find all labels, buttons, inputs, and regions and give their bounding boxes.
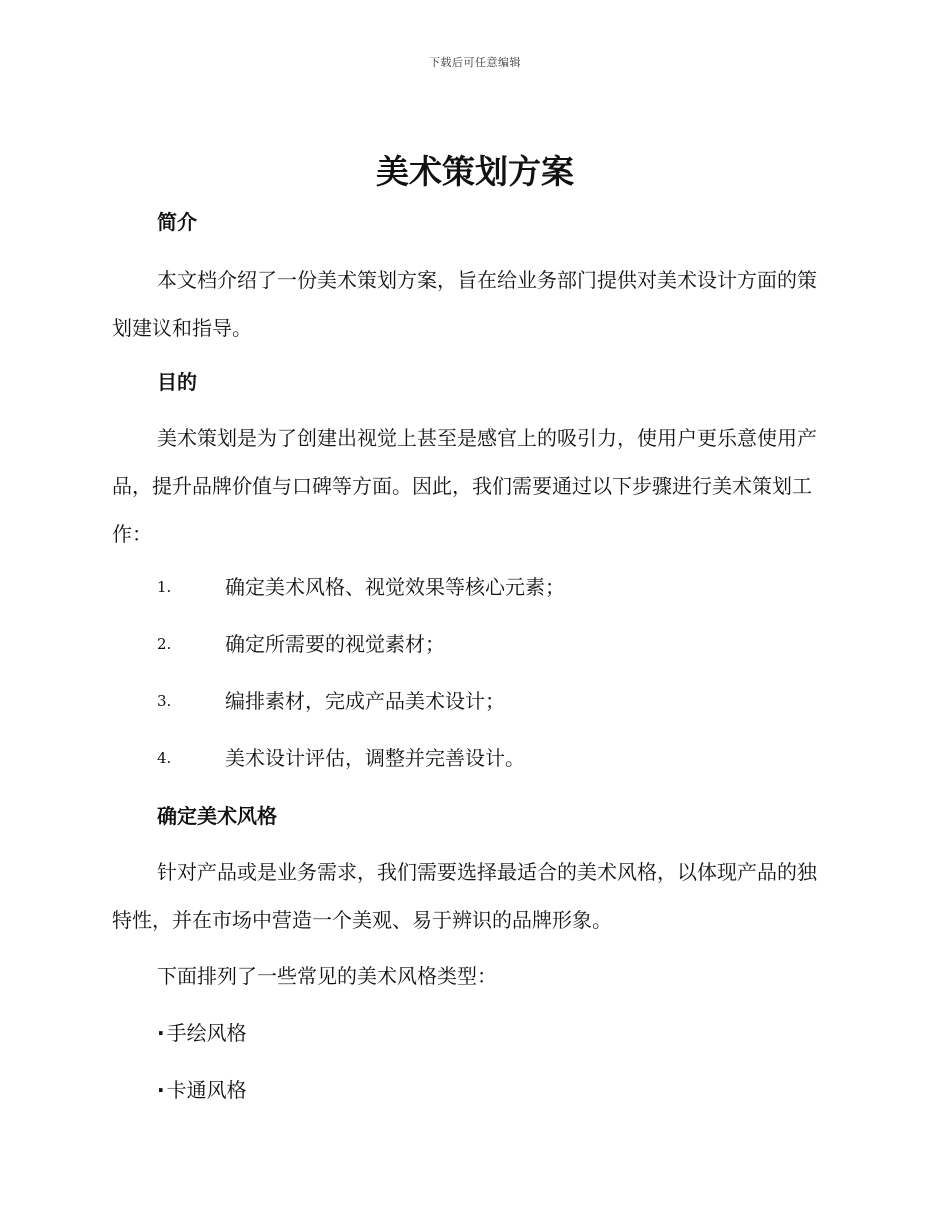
style-type-text: 卡通风格 (166, 1078, 247, 1102)
step-number: 3. (157, 692, 172, 710)
style-type-item (157, 1019, 247, 1047)
section-heading-purpose: 目的 (157, 370, 197, 394)
step-list-item (157, 687, 837, 715)
step-number: 4. (157, 749, 172, 767)
step-number: 1. (157, 578, 172, 596)
step-text: 确定所需要的视觉素材； (225, 632, 445, 656)
section-heading-style: 确定美术风格 (157, 804, 277, 828)
step-number: 2. (157, 635, 172, 653)
step-text: 确定美术风格、视觉效果等核心元素； (225, 575, 565, 599)
section-heading-intro: 简介 (157, 210, 197, 234)
style-list-intro: 下面排列了一些常见的美术风格类型： (157, 964, 497, 988)
bullet-icon: · (157, 1021, 165, 1045)
purpose-paragraph: 美术策划是为了创建出视觉上甚至是感官上的吸引力，使用户更乐意使用产品，提升品牌价值与口碑等方面。因此，我们需要通过以下步骤进行美术策划工作： (112, 426, 817, 546)
page-header: 下载后可任意编辑 (429, 56, 521, 69)
style-type-text: 手绘风格 (166, 1021, 247, 1045)
step-text: 美术设计评估，调整并完善设计。 (225, 746, 525, 770)
style-paragraph: 针对产品或是业务需求，我们需要选择最适合的美术风格，以体现产品的独特性，并在市场中营造一个美观、易于辨识的品牌形象。 (112, 860, 817, 932)
bullet-icon: · (157, 1078, 165, 1102)
style-type-item (157, 1076, 247, 1104)
step-list-item (157, 744, 837, 772)
document-title: 美术策划方案 (376, 152, 574, 191)
step-text: 编排素材，完成产品美术设计； (225, 689, 505, 713)
step-list-item (157, 630, 837, 658)
intro-paragraph: 本文档介绍了一份美术策划方案，旨在给业务部门提供对美术设计方面的策划建议和指导。 (112, 268, 817, 340)
step-list-item (157, 573, 837, 601)
